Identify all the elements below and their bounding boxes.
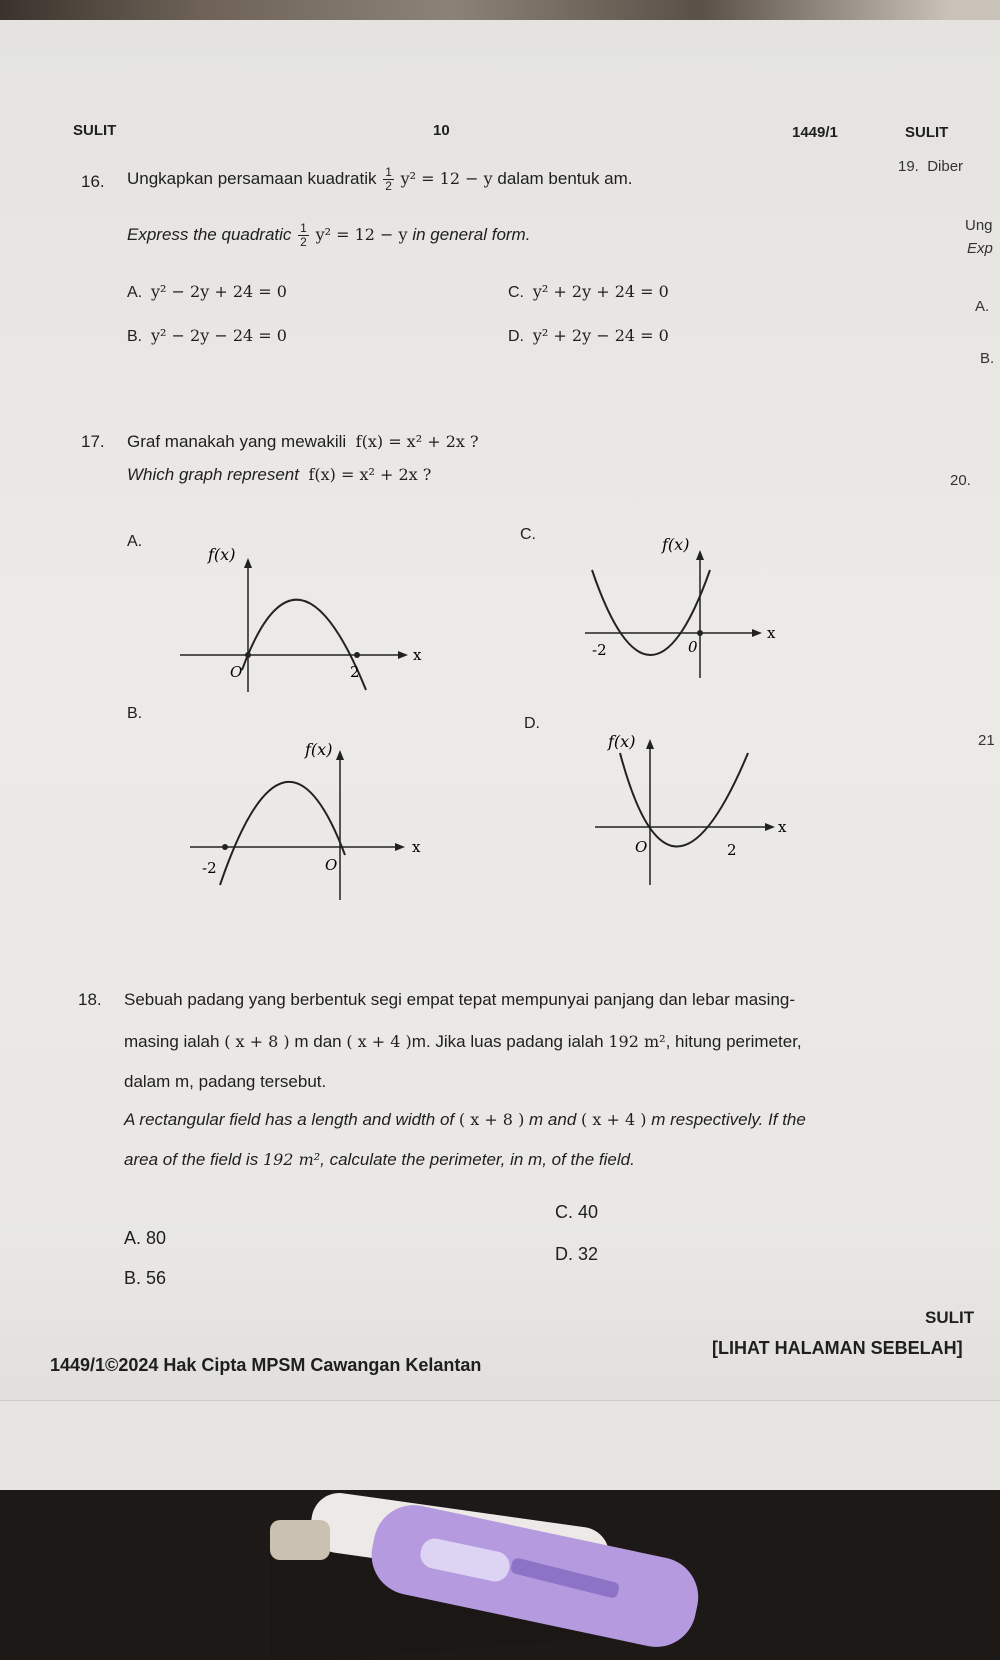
origin-label: 0 — [688, 638, 698, 656]
q18-malay-line3: dalam m, padang tersebut. — [124, 1072, 327, 1091]
x-axis-label: x — [412, 838, 421, 856]
option-text: 80 — [146, 1228, 167, 1248]
fraction-numerator: 1 — [385, 165, 392, 179]
root-label: -2 — [592, 641, 607, 659]
area-value: 192 m² — [608, 1032, 666, 1051]
option-text: y² − 2y − 24 = 0 — [151, 326, 287, 345]
graph-a-label: A. — [127, 533, 143, 550]
y-axis-label: f(x) — [608, 732, 636, 751]
pen-image — [270, 1490, 700, 1660]
q18-number: 18. — [78, 990, 102, 1009]
root-label: 2 — [727, 841, 737, 859]
text-span: m dan — [294, 1032, 342, 1051]
text-span: masing ialah — [124, 1032, 220, 1051]
fraction-denominator: 2 — [300, 235, 307, 249]
text-span: , hitung perimeter, — [665, 1032, 802, 1051]
graph-d[interactable] — [590, 725, 810, 895]
x-axis-label: x — [767, 624, 776, 642]
q16-english-post: in general form. — [412, 224, 531, 244]
length-expr: ( x + 8 ) — [224, 1032, 290, 1051]
graph-c-label: C. — [520, 526, 536, 543]
text-span: area of the field is — [124, 1150, 259, 1169]
q16-malay-post: dalam bentuk am. — [497, 168, 633, 188]
length-expr: ( x + 8 ) — [458, 1110, 525, 1129]
margin-q20: 20. — [950, 472, 971, 489]
q16-expression-en: y² = 12 − y — [315, 224, 408, 244]
q16-english-text — [127, 222, 530, 249]
q16-malay-text — [127, 166, 633, 193]
x-axis-arrow — [765, 823, 775, 831]
option-text: y² − 2y + 24 = 0 — [151, 282, 287, 301]
option-label: D. — [555, 1244, 573, 1264]
x-axis-label: x — [778, 818, 787, 836]
option-text: 40 — [578, 1202, 599, 1222]
option-text: y² + 2y + 24 = 0 — [532, 282, 669, 301]
margin-a: A. — [975, 298, 990, 315]
q16-malay-pre: Ungkapkan persamaan kuadratik — [127, 168, 377, 188]
page-number: 10 — [433, 122, 450, 139]
header-sulit-left: SULIT — [73, 122, 117, 139]
option-text: y² + 2y − 24 = 0 — [532, 326, 669, 345]
footer-next-page: [LIHAT HALAMAN SEBELAH] — [712, 1338, 963, 1358]
origin-point — [245, 652, 251, 658]
margin-q21: 21 — [978, 732, 995, 749]
x-axis-arrow — [752, 629, 762, 637]
q17-malay-text — [127, 432, 479, 452]
q18-option-c[interactable] — [555, 1202, 598, 1223]
q16-number: 16. — [81, 172, 105, 191]
y-axis-label: f(x) — [305, 740, 333, 759]
margin-exp: Exp — [967, 240, 993, 257]
root-label: 2 — [350, 663, 360, 681]
width-expr: ( x + 4 ) — [346, 1032, 412, 1051]
option-label: C. — [555, 1202, 573, 1222]
footer-sulit: SULIT — [925, 1308, 975, 1327]
area-value: 192 m² — [262, 1150, 321, 1169]
q16-fraction — [383, 166, 394, 193]
q16-option-a[interactable] — [127, 282, 287, 302]
footer-copyright: 1449/1©2024 Hak Cipta MPSM Cawangan Kelantan — [50, 1355, 482, 1375]
origin-point — [697, 630, 703, 636]
q16-expression: y² = 12 − y — [400, 168, 493, 188]
graph-d-label: D. — [524, 715, 540, 732]
option-label: A. — [127, 284, 143, 301]
root-point — [354, 652, 360, 658]
text-span: , calculate the perimeter, in m, of the field. — [320, 1150, 635, 1169]
q18-option-d[interactable] — [555, 1244, 598, 1265]
q18-english-line1 — [124, 1110, 806, 1130]
paper-code: 1449/1 — [792, 124, 838, 141]
y-axis-arrow — [646, 739, 654, 749]
text-span: m. Jika luas padang ialah — [411, 1032, 604, 1051]
origin-label: O — [230, 663, 243, 681]
margin-b: B. — [980, 350, 995, 367]
q16-english-pre: Express the quadratic — [127, 224, 292, 244]
q17-function: f(x) = x² + 2x ? — [355, 432, 479, 451]
x-axis-arrow — [398, 651, 408, 659]
y-axis-label: f(x) — [208, 545, 236, 564]
q18-english-line2 — [124, 1150, 635, 1170]
q17-english: Which graph represent — [127, 465, 299, 484]
option-label: B. — [127, 328, 143, 345]
x-axis-arrow — [395, 843, 405, 851]
text-span: 19. — [898, 158, 919, 175]
q17-malay: Graf manakah yang mewakili — [127, 432, 347, 451]
parabola — [620, 753, 748, 847]
option-label: D. — [508, 328, 524, 345]
text-span: m respectively. If the — [651, 1110, 806, 1129]
y-axis-arrow — [336, 750, 344, 760]
margin-ung: Ung — [965, 217, 993, 234]
root-point — [222, 844, 228, 850]
y-axis-arrow — [696, 550, 704, 560]
y-axis-label: f(x) — [662, 535, 690, 554]
q16-option-b[interactable] — [127, 326, 287, 346]
header-sulit-right: SULIT — [905, 124, 949, 141]
graph-c[interactable] — [570, 530, 800, 680]
q16-fraction-en — [298, 222, 309, 249]
fraction-denominator: 2 — [385, 179, 392, 193]
width-expr: ( x + 4 ) — [581, 1110, 647, 1129]
q17-function-en: f(x) = x² + 2x ? — [308, 465, 432, 484]
q18-malay-line2 — [124, 1032, 802, 1052]
option-label: A. — [124, 1228, 142, 1248]
q16-option-d[interactable] — [508, 326, 669, 346]
text-span: A rectangular field has a length and width of — [124, 1110, 455, 1129]
option-label: B. — [124, 1268, 142, 1288]
graph-b-label: B. — [127, 705, 143, 722]
parabola — [242, 600, 366, 690]
option-text: 56 — [146, 1268, 167, 1288]
q18-option-a[interactable] — [124, 1228, 166, 1249]
q17-english-text — [127, 465, 431, 485]
text-span: m and — [529, 1110, 577, 1129]
fraction-numerator: 1 — [300, 221, 307, 235]
text-span: Diber — [927, 158, 964, 175]
q17-number: 17. — [81, 432, 105, 451]
q18-malay-line1: Sebuah padang yang berbentuk segi empat tepat mempunyai panjang dan lebar masing- — [124, 990, 796, 1009]
root-label: -2 — [202, 859, 217, 877]
x-axis-label: x — [413, 646, 422, 664]
margin-q19 — [898, 158, 963, 175]
graph-a[interactable] — [170, 530, 430, 700]
origin-label: O — [635, 838, 648, 856]
graph-b[interactable] — [180, 735, 440, 905]
y-axis-arrow — [244, 558, 252, 568]
origin-label: O — [325, 856, 338, 874]
q16-option-c[interactable] — [508, 282, 669, 302]
option-label: C. — [508, 284, 524, 301]
option-text: 32 — [578, 1244, 599, 1264]
q18-option-b[interactable] — [124, 1268, 166, 1289]
